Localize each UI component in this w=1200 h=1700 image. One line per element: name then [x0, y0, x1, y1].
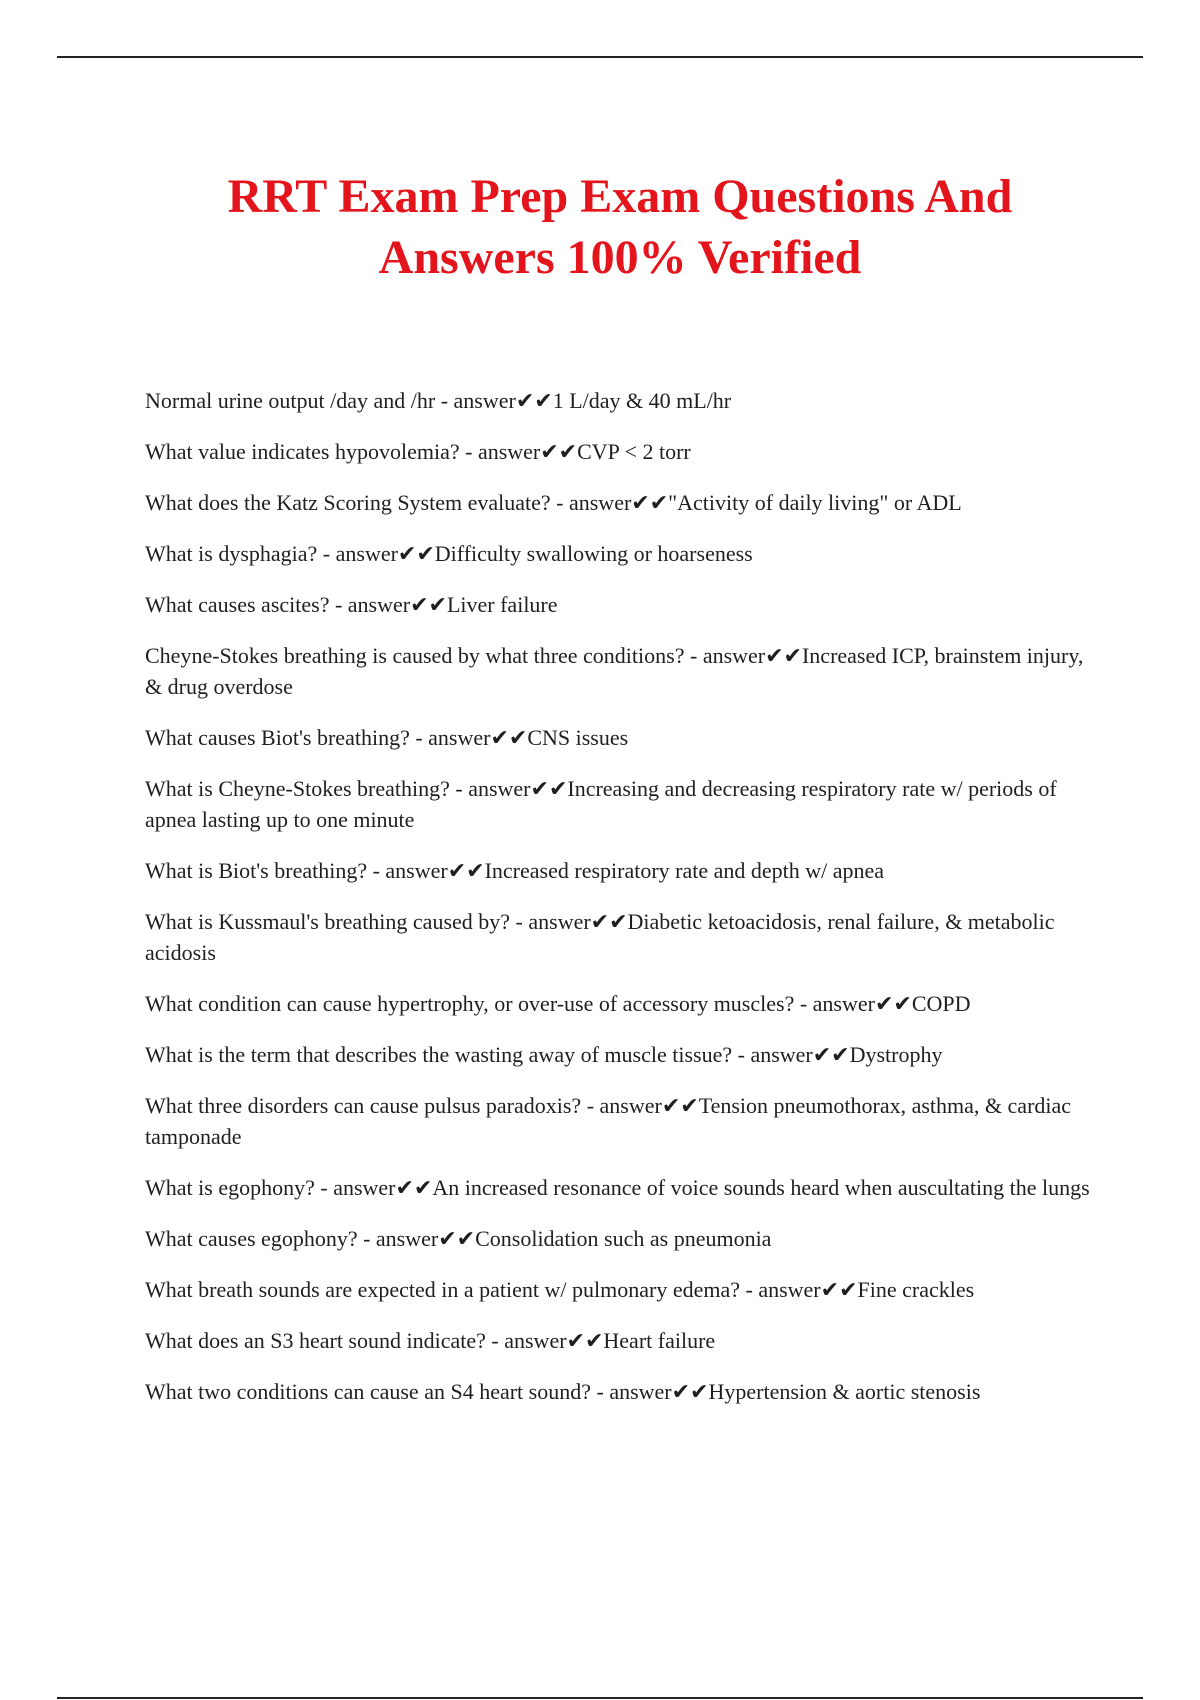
question-text: What causes ascites?	[145, 592, 330, 617]
question-text: Normal urine output /day and /hr	[145, 388, 436, 413]
answer-text: Increasing and decreasing respiratory rate w/ periods of apnea lasting up to one minute	[145, 776, 1057, 832]
answer-marker: answer✔✔	[333, 1175, 433, 1200]
question-text: Cheyne-Stokes breathing is caused by what three conditions?	[145, 643, 685, 668]
question-text: What two conditions can cause an S4 heart sound?	[145, 1379, 591, 1404]
answer-text: Tension pneumothorax, asthma, & cardiac tamponade	[145, 1093, 1072, 1149]
answer-text: Liver failure	[446, 592, 558, 617]
top-rule	[57, 56, 1143, 58]
dash-separator: -	[684, 643, 703, 668]
qa-item	[145, 1090, 1100, 1152]
answer-text: 1 L/day & 40 mL/hr	[552, 388, 732, 413]
answer-marker: answer✔✔	[812, 991, 912, 1016]
answer-text: Heart failure	[603, 1328, 716, 1353]
question-text: What three disorders can cause pulsus paradoxis?	[145, 1093, 582, 1118]
qa-item	[145, 1325, 1100, 1356]
qa-item	[145, 1376, 1100, 1407]
answer-marker: answer✔✔	[568, 490, 669, 515]
answer-text: Hypertension & aortic stenosis	[708, 1379, 981, 1404]
qa-item	[145, 773, 1100, 835]
qa-item	[145, 385, 1100, 416]
answer-marker: answer✔✔	[453, 388, 553, 413]
answer-marker: answer✔✔	[750, 1042, 850, 1067]
answer-text: CVP < 2 torr	[577, 439, 691, 464]
answer-marker: answer✔✔	[758, 1277, 858, 1302]
dash-separator: -	[590, 1379, 610, 1404]
question-text: What condition can cause hypertrophy, or over-use of accessory muscles?	[145, 991, 795, 1016]
qa-item	[145, 1172, 1100, 1203]
question-text: What does the Katz Scoring System evaluate?	[145, 490, 551, 515]
dash-separator: -	[367, 858, 386, 883]
dash-separator: -	[317, 541, 336, 566]
question-text: What is Biot's breathing?	[145, 858, 368, 883]
qa-item	[145, 722, 1100, 753]
qa-list	[145, 385, 1100, 1427]
answer-text: Dystrophy	[849, 1042, 943, 1067]
document-title: RRT Exam Prep Exam Questions And Answers 100% Verified	[227, 170, 1013, 284]
qa-item	[145, 589, 1100, 620]
answer-marker: answer✔✔	[375, 1226, 476, 1251]
question-text: What breath sounds are expected in a patient w/ pulmonary edema?	[145, 1277, 740, 1302]
qa-item	[145, 640, 1100, 702]
dash-separator: -	[485, 1328, 505, 1353]
dash-separator: -	[732, 1042, 751, 1067]
question-text: What causes egophony?	[145, 1226, 358, 1251]
answer-marker: answer✔✔	[599, 1093, 699, 1118]
answer-marker: answer✔✔	[528, 909, 628, 934]
answer-marker: answer✔✔	[347, 592, 447, 617]
answer-text: CNS issues	[527, 725, 629, 750]
qa-item	[145, 436, 1100, 467]
answer-text: Consolidation such as pneumonia	[475, 1226, 772, 1251]
answer-marker: answer✔✔	[385, 858, 485, 883]
bottom-rule	[57, 1697, 1143, 1699]
question-text: What value indicates hypovolemia?	[145, 439, 460, 464]
dash-separator: -	[329, 592, 348, 617]
question-text: What is dysphagia?	[145, 541, 318, 566]
dash-separator: -	[581, 1093, 600, 1118]
dash-separator: -	[510, 909, 529, 934]
qa-item	[145, 855, 1100, 886]
question-text: What is the term that describes the wasting away of muscle tissue?	[145, 1042, 733, 1067]
qa-item	[145, 1039, 1100, 1070]
answer-text: Increased ICP, brainstem injury, & drug overdose	[145, 643, 1084, 699]
qa-item	[145, 1223, 1100, 1254]
question-text: What is egophony?	[145, 1175, 315, 1200]
qa-item	[145, 988, 1100, 1019]
dash-separator: -	[459, 439, 478, 464]
dash-separator: -	[449, 776, 469, 801]
answer-marker: answer✔✔	[702, 643, 802, 668]
answer-marker: answer✔✔	[335, 541, 435, 566]
qa-item	[145, 1274, 1100, 1305]
dash-separator: -	[314, 1175, 334, 1200]
dash-separator: -	[435, 388, 454, 413]
dash-separator: -	[794, 991, 813, 1016]
dash-separator: -	[740, 1277, 759, 1302]
answer-text: An increased resonance of voice sounds heard when auscultating the lungs	[432, 1175, 1090, 1200]
dash-separator: -	[409, 725, 429, 750]
answer-text: Increased respiratory rate and depth w/ apnea	[484, 858, 885, 883]
qa-item	[145, 538, 1100, 569]
answer-marker: answer✔✔	[477, 439, 578, 464]
answer-text: COPD	[911, 991, 971, 1016]
answer-marker: answer✔✔	[468, 776, 568, 801]
question-text: What is Cheyne-Stokes breathing?	[145, 776, 450, 801]
answer-marker: answer✔✔	[609, 1379, 709, 1404]
answer-text: Difficulty swallowing or hoarseness	[434, 541, 753, 566]
qa-item	[145, 906, 1100, 968]
qa-item	[145, 487, 1100, 518]
answer-text: Diabetic ketoacidosis, renal failure, & metabolic acidosis	[145, 909, 1055, 965]
question-text: What causes Biot's breathing?	[145, 725, 410, 750]
dash-separator: -	[357, 1226, 376, 1251]
dash-separator: -	[550, 490, 569, 515]
answer-marker: answer✔✔	[504, 1328, 604, 1353]
answer-text: "Activity of daily living" or ADL	[668, 490, 962, 515]
answer-text: Fine crackles	[857, 1277, 975, 1302]
question-text: What is Kussmaul's breathing caused by?	[145, 909, 511, 934]
question-text: What does an S3 heart sound indicate?	[145, 1328, 486, 1353]
answer-marker: answer✔✔	[428, 725, 528, 750]
